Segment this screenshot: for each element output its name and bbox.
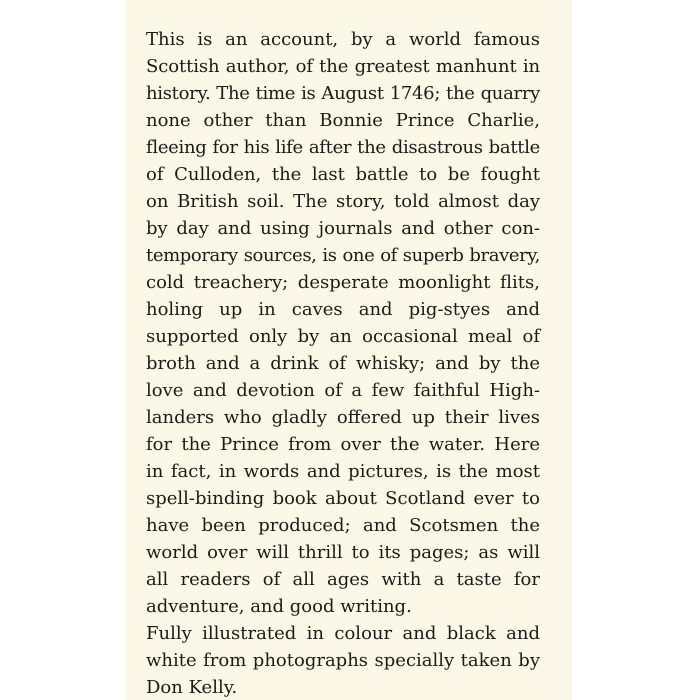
text-line: all readers of all ages with a taste for — [146, 569, 540, 590]
text-line: love and devotion of a few faithful High- — [146, 380, 540, 401]
text-line: temporary sources, is one of superb bravery, — [146, 245, 540, 266]
text-line: world over will thrill to its pages; as will — [146, 542, 540, 563]
text-line: holing up in caves and pig-styes and — [146, 299, 540, 320]
jacket-blurb-text — [146, 26, 540, 700]
text-line: of Culloden, the last battle to be fought — [146, 164, 540, 185]
text-line: adventure, and good writing. — [146, 596, 412, 617]
text-line: cold treachery; desperate moonlight flits, — [146, 272, 540, 293]
text-line: in fact, in words and pictures, is the most — [146, 461, 540, 482]
book-jacket-flap — [126, 0, 572, 700]
text-line: Scottish author, of the greatest manhunt in — [146, 56, 540, 77]
text-line: on British soil. The story, told almost day — [146, 191, 540, 212]
text-line: history. The time is August 1746; the quarry — [146, 83, 540, 104]
text-line: This is an account, by a world famous — [146, 29, 540, 50]
text-line: have been produced; and Scotsmen the — [146, 515, 540, 536]
text-line: none other than Bonnie Prince Charlie, — [146, 110, 540, 131]
text-line: spell-binding book about Scotland ever to — [146, 488, 540, 509]
text-line: fleeing for his life after the disastrous battle — [146, 137, 540, 158]
text-line: landers who gladly offered up their lives — [146, 407, 540, 428]
text-line: Fully illustrated in colour and black and — [146, 623, 540, 644]
text-line: by day and using journals and other con- — [146, 218, 540, 239]
text-line: Don Kelly. — [146, 677, 238, 698]
text-line: broth and a drink of whisky; and by the — [146, 353, 540, 374]
text-line: white from photographs specially taken by — [146, 650, 540, 671]
text-line: supported only by an occasional meal of — [146, 326, 540, 347]
text-line: for the Prince from over the water. Here — [146, 434, 540, 455]
